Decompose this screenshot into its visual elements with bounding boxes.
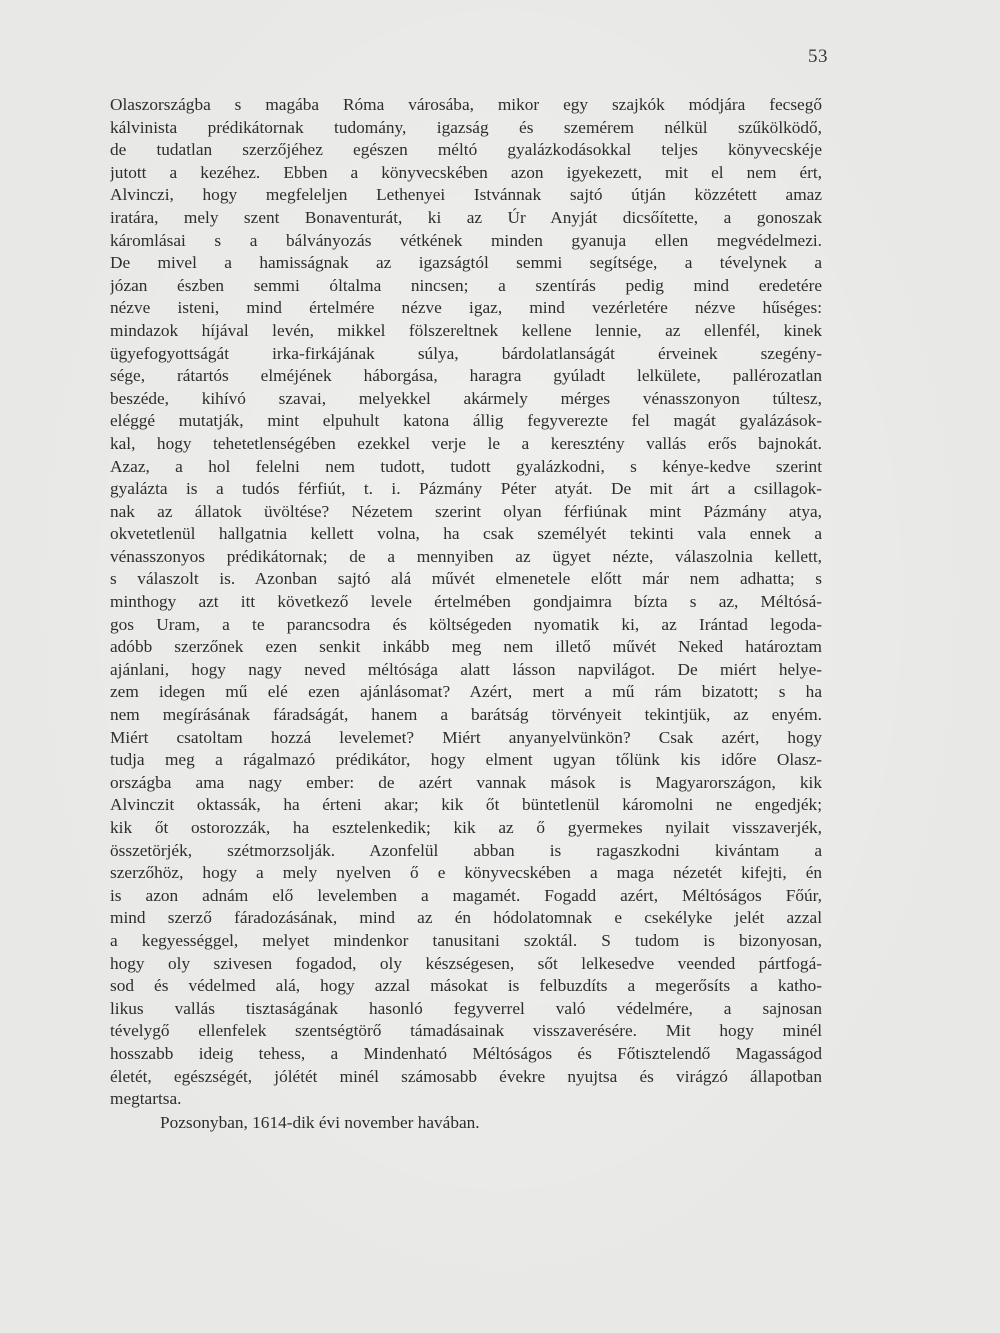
text-line: józan észben semmi óltalma nincsen; a szentírás pedig mind eredetére bbox=[110, 275, 822, 295]
text-line: sod és védelmed alá, hogy azzal másokat is felbuzdíts a megerősíts a katho- bbox=[110, 976, 822, 996]
text-line: kal, hogy tehetetlenségében ezekkel verje le a keresztény vallás erős bajnokát. bbox=[110, 433, 822, 453]
text-line: Miért csatoltam hozzá levelemet? Miért anyanyelvünkön? Csak azért, hogy bbox=[110, 727, 822, 747]
text-line: káromlásai s a bálványozás vétkének minden gyanuja ellen megvédelmezi. bbox=[110, 230, 822, 250]
text-line: életét, egészségét, jólétét minél számosabb évekre nyujtsa és virágzó állapotban bbox=[110, 1066, 822, 1086]
text-line: kálvinista prédikátornak tudomány, igazság és szemérem nélkül szűkölködő, bbox=[110, 117, 822, 137]
text-line: likus vallás tisztaságának hasonló fegyverrel való védelmére, a sajnosan bbox=[110, 998, 822, 1018]
text-line: hosszabb ideig tehess, a Mindenható Méltóságos és Főtisztelendő Magasságod bbox=[110, 1043, 822, 1063]
text-line: iratára, mely szent Bonaventurát, ki az Úr Anyját dicsőítette, a gonoszak bbox=[110, 207, 822, 227]
text-line: szerzőhöz, hogy a mely nyelven ő e könyvecskében a maga nézetét kifejti, én bbox=[110, 863, 822, 883]
text-line: jutott a kezéhez. Ebben a könyvecskében azon igyekezett, mit el nem ért, bbox=[110, 162, 822, 182]
text-line: s válaszolt is. Azonban sajtó alá művét elmenetele előtt már nem adhatta; s bbox=[110, 569, 822, 589]
text-line: Olaszországba s magába Róma városába, mikor egy szajkók módjára fecsegő bbox=[110, 95, 822, 114]
text-line: Alvinczit oktassák, ha érteni akar; kik őt büntetlenül káromolni ne engedjék; bbox=[110, 795, 822, 815]
text-line: nak az állatok üvöltése? Nézetem szerint olyan férfiúnak mint Pázmány atya, bbox=[110, 501, 822, 521]
text-line-last: megtartsa. bbox=[110, 1089, 182, 1109]
text-line: mind szerző fáradozásának, mind az én hódolatomnak e csekélyke jelét azzal bbox=[110, 908, 822, 928]
text-line: ajánlani, hogy nagy neved méltósága alatt lásson napvilágot. De miért helye- bbox=[110, 659, 822, 679]
text-line: De mivel a hamisságnak az igazságtól semmi segítsége, a tévelynek a bbox=[110, 253, 822, 273]
closing-dateline: Pozsonyban, 1614-dik évi november havában. bbox=[160, 1112, 480, 1132]
text-line: vénasszonyos prédikátornak; de a mennyiben az ügyet nézte, válaszolnia kellett, bbox=[110, 546, 822, 566]
body-text bbox=[110, 94, 822, 1134]
text-line: országba ama nagy ember: de azért vannak mások is Magyarországon, kik bbox=[110, 772, 822, 792]
text-line: beszéde, kihívó szavai, melyekkel akármely mérges vénasszonyon túltesz, bbox=[110, 388, 822, 408]
text-line: nézve isteni, mind értelmére nézve igaz, mind vezérletére nézve hűséges: bbox=[110, 298, 822, 318]
text-line: gos Uram, a te parancsodra és költségeden nyomatik ki, az Irántad legoda- bbox=[110, 614, 822, 634]
text-line: minthogy azt itt következő levele értelmében gondjaimra bízta s az, Méltósá- bbox=[110, 592, 822, 612]
page-number: 53 bbox=[808, 46, 828, 67]
text-line: sége, rátartós elméjének háborgása, haragra gyúladt lelkülete, pallérozatlan bbox=[110, 366, 822, 386]
text-line: Alvinczi, hogy megfeleljen Lethenyei Istvánnak sajtó útján közzétett amaz bbox=[110, 185, 822, 205]
text-line: tudja meg a rágalmazó prédikátor, hogy elment ugyan tőlünk kis időre Olasz- bbox=[110, 750, 822, 770]
text-line: kik őt ostorozzák, ha esztelenkedik; kik az ő gyermekes nyilait visszaverjék, bbox=[110, 818, 822, 837]
text-line: tévelygő ellenfelek szentségtörő támadásainak visszaverésére. Mit hogy minél bbox=[110, 1021, 822, 1041]
text-line: adóbb szerzőnek ezen senkit inkább meg nem illető művét Neked határoztam bbox=[110, 637, 822, 657]
text-line: eléggé mutatják, mint elpuhult katona állig fegyverezte fel magát gyalázások- bbox=[110, 411, 822, 431]
text-line: mindazok híjával levén, mikkel fölszereltnek kellene lennie, az ellenfél, kinek bbox=[110, 320, 822, 340]
text-line: zem idegen mű elé ezen ajánlásomat? Azért, mert a mű rám bizatott; s ha bbox=[110, 682, 822, 702]
text-line: gyalázta is a tudós férfiút, t. i. Pázmány Péter atyát. De mit árt a csillagok- bbox=[110, 479, 822, 499]
text-line: összetörjék, szétmorzsolják. Azonfelül abban is ragaszkodni kivántam a bbox=[110, 840, 822, 860]
text-line: okvetetlenül hallgatnia kellett volna, ha csak személyét tekinti vala ennek a bbox=[110, 524, 822, 544]
text-line: hogy oly szivesen fogadod, oly készségesen, sőt lelkesedve veended pártfogá- bbox=[110, 953, 822, 973]
text-line: ügyefogyottságát irka-firkájának súlya, bárdolatlanságát érveinek szegény- bbox=[110, 343, 822, 363]
text-line: nem megírásának fáradságát, hanem a barátság törvényeit tekintjük, az enyém. bbox=[110, 705, 822, 725]
text-line: a kegyességgel, melyet mindenkor tanusitani szoktál. S tudom is bizonyosan, bbox=[110, 930, 822, 950]
text-line: Azaz, a hol felelni nem tudott, tudott gyalázkodni, s kénye-kedve szerint bbox=[110, 456, 822, 476]
text-line: is azon adnám elő levelemben a magamét. Fogadd azért, Méltóságos Főúr, bbox=[110, 885, 822, 905]
text-line: de tudatlan szerzőjéhez egészen méltó gyalázkodásokkal teljes könyvecskéje bbox=[110, 140, 822, 160]
